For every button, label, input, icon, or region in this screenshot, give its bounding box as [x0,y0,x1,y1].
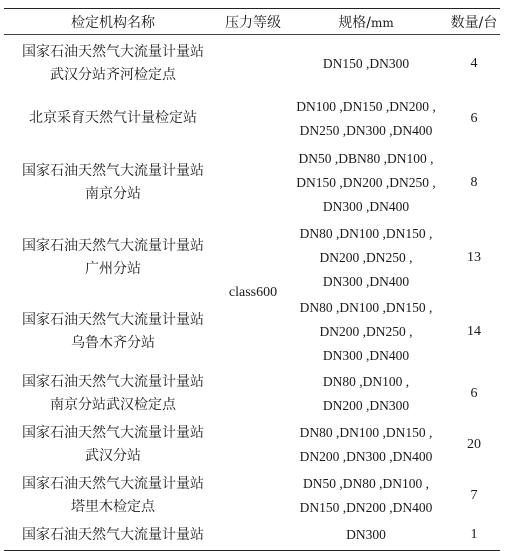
org-line: 国家石油天然气大流量计量站 [22,43,204,60]
pressure-class-cell: class600 [228,284,278,300]
qty-cell: 14 [467,323,481,339]
spec-cell [284,471,448,521]
org-line: 国家石油天然气大流量计量站 [22,475,204,492]
qty-cell: 13 [467,249,481,265]
qty-cell: 20 [467,436,481,452]
org-line: 广州分站 [85,260,141,277]
spec-cell [284,93,448,145]
table-row [4,35,500,93]
org-line: 武汉分站 [85,447,141,464]
org-cell [4,471,222,521]
qty-cell: 4 [470,55,478,71]
spec-cell [284,145,448,221]
qty-cell: 6 [470,385,478,401]
org-line: 南京分站 [85,185,141,202]
org-cell [4,295,222,369]
org-cell [4,145,222,221]
header-row [4,9,500,35]
spec-line: DN150 ,DN200 ,DN250 , [296,174,436,190]
spec-line: DN200 ,DN300 ,DN400 [299,448,433,464]
table-body [4,35,500,551]
spec-line: DN200 ,DN250 , [319,323,413,339]
spec-cell [284,35,448,93]
org-line: 国家石油天然气大流量计量站 [22,526,204,543]
spec-cell [284,419,448,471]
org-cell [4,419,222,471]
spec-line: DN80 ,DN100 , [322,373,410,389]
header-org: 检定机构名称 [71,14,155,31]
org-line: 武汉分站齐河检定点 [50,66,176,83]
qty-cell: 1 [470,527,478,543]
spec-cell [284,521,448,551]
spec-line: DN100 ,DN150 ,DN200 , [296,98,436,114]
org-cell [4,35,222,93]
header-spec-text: 规格/ [338,14,371,31]
org-line: 国家石油天然气大流量计量站 [22,311,204,328]
verification-stations-table [4,8,500,551]
header-pressure: 压力等级 [225,14,281,31]
table-header [4,9,500,35]
spec-line: DN50 ,DBN80 ,DN100 , [298,150,434,166]
spec-line: DN80 ,DN100 ,DN150 , [299,424,433,440]
org-line: 乌鲁木齐分站 [71,334,155,351]
header-qty: 数量/台 [450,14,498,31]
spec-line: DN80 ,DN100 ,DN150 , [299,299,433,315]
org-line: 塔里木检定点 [71,498,155,515]
spec-cell [284,369,448,419]
spec-line: DN200 ,DN300 [322,397,410,413]
spec-line: DN150 ,DN300 [322,55,410,71]
org-line: 南京分站武汉检定点 [50,396,176,413]
spec-line: DN250 ,DN300 ,DN400 [299,122,433,138]
org-line: 国家石油天然气大流量计量站 [22,237,204,254]
spec-line: DN300 ,DN400 [322,347,410,363]
spec-cell [284,295,448,369]
spec-line: DN300 ,DN400 [322,198,410,214]
org-cell [4,369,222,419]
qty-cell: 7 [470,487,478,503]
org-line: 北京采育天然气计量检定站 [29,110,197,126]
org-line: 国家石油天然气大流量计量站 [22,162,204,179]
spec-line: DN200 ,DN250 , [319,249,413,265]
header-spec [284,9,448,35]
spec-line: DN80 ,DN100 ,DN150 , [299,225,433,241]
org-cell [4,521,222,551]
org-cell [4,93,222,145]
qty-cell: 6 [470,110,478,126]
spec-line: DN50 ,DN80 ,DN100 , [303,475,429,491]
spec-line: DN150 ,DN200 ,DN400 [299,499,433,515]
org-cell [4,221,222,295]
qty-cell: 8 [470,174,478,190]
header-spec-unit: mm [370,15,394,30]
org-line: 国家石油天然气大流量计量站 [22,373,204,390]
spec-line: DN300 ,DN400 [322,273,410,289]
spec-cell [284,221,448,295]
org-line: 国家石油天然气大流量计量站 [22,424,204,441]
spec-line: DN300 [346,527,386,543]
